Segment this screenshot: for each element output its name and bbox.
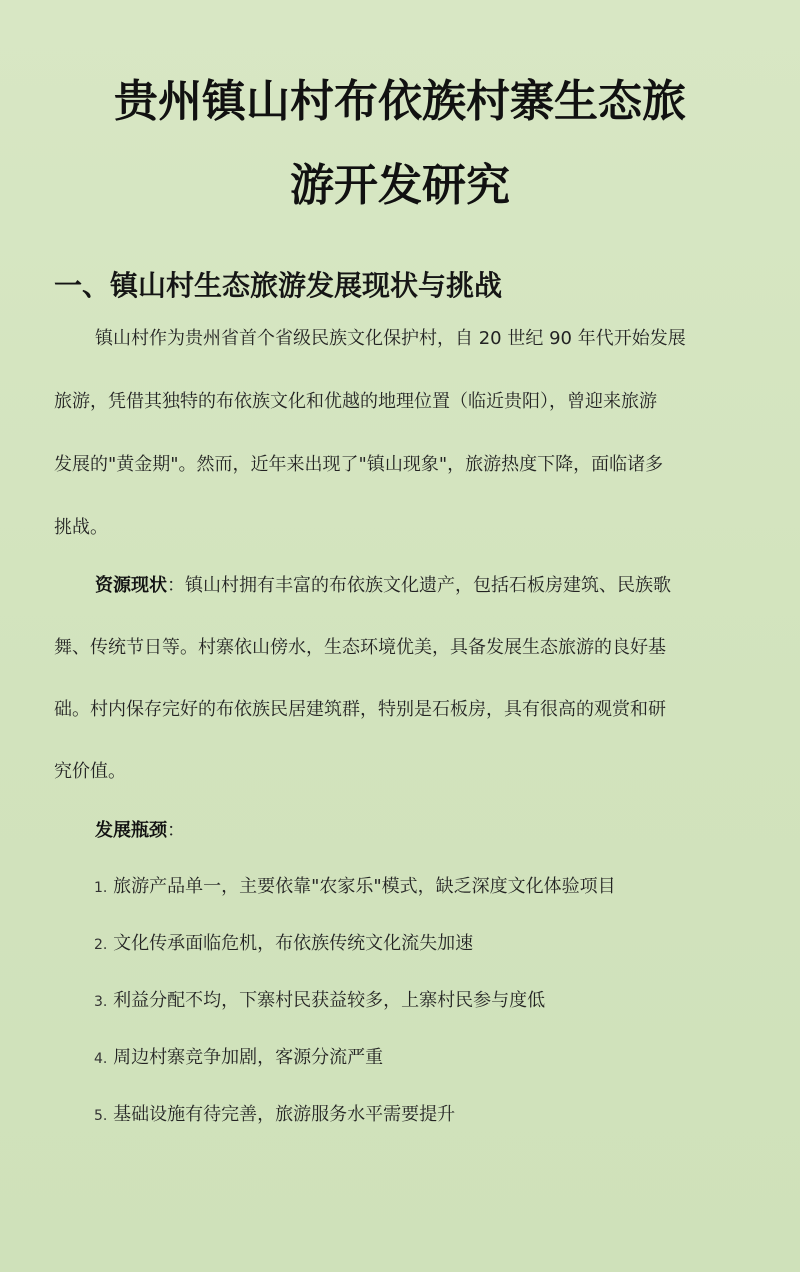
- list-item-text: 周边村寨竞争加剧，客源分流严重: [113, 1047, 384, 1068]
- resources-line-2: 舞、传统节日等。村寨依山傍水，生态环境优美，具备发展生态旅游的良好基: [54, 637, 666, 658]
- intro-line-4: 挑战。: [54, 517, 108, 538]
- list-item-number: 5.: [94, 1108, 108, 1124]
- bottleneck-colon: ：: [167, 820, 185, 841]
- resources-label: 资源现状: [95, 575, 167, 596]
- resources-text-1: ：镇山村拥有丰富的布依族文化遗产，包括石板房建筑、民族歌: [167, 575, 671, 596]
- bottleneck-label: 发展瓶颈: [95, 820, 167, 841]
- list-item-number: 4.: [94, 1051, 108, 1067]
- intro-line-2: 旅游，凭借其独特的布依族文化和优越的地理位置（临近贵阳），曾迎来旅游: [54, 391, 657, 412]
- list-item: [94, 1049, 383, 1067]
- list-item-number: 1.: [94, 880, 108, 896]
- intro-line-3: 发展的"黄金期"。然而，近年来出现了"镇山现象"，旅游热度下降，面临诸多: [54, 454, 664, 475]
- bottleneck-heading: [95, 822, 185, 840]
- list-item-text: 文化传承面临危机，布依族传统文化流失加速: [113, 933, 474, 954]
- resources-line-3: 础。村内保存完好的布依族民居建筑群，特别是石板房，具有很高的观赏和研: [54, 699, 666, 720]
- document-title-line-2: 游开发研究: [290, 160, 510, 211]
- resources-line-4: 究价值。: [54, 761, 126, 782]
- list-item: [94, 878, 616, 896]
- intro-line-1: 镇山村作为贵州省首个省级民族文化保护村，自 20 世纪 90 年代开始发展: [95, 328, 686, 349]
- list-item-number: 3.: [94, 994, 108, 1010]
- list-item: [94, 992, 545, 1010]
- list-item-text: 利益分配不均，下寨村民获益较多，上寨村民参与度低: [113, 990, 546, 1011]
- list-item-text: 旅游产品单一，主要依靠"农家乐"模式，缺乏深度文化体验项目: [113, 876, 616, 897]
- list-item-text: 基础设施有待完善，旅游服务水平需要提升: [113, 1104, 456, 1125]
- section-heading: 一、镇山村生态旅游发展现状与挑战: [54, 269, 503, 302]
- document-title-line-1: 贵州镇山村布依族村寨生态旅: [114, 76, 686, 127]
- list-item: [94, 1106, 455, 1124]
- list-item-number: 2.: [94, 937, 108, 953]
- resources-line-1: [95, 577, 671, 595]
- list-item: [94, 935, 473, 953]
